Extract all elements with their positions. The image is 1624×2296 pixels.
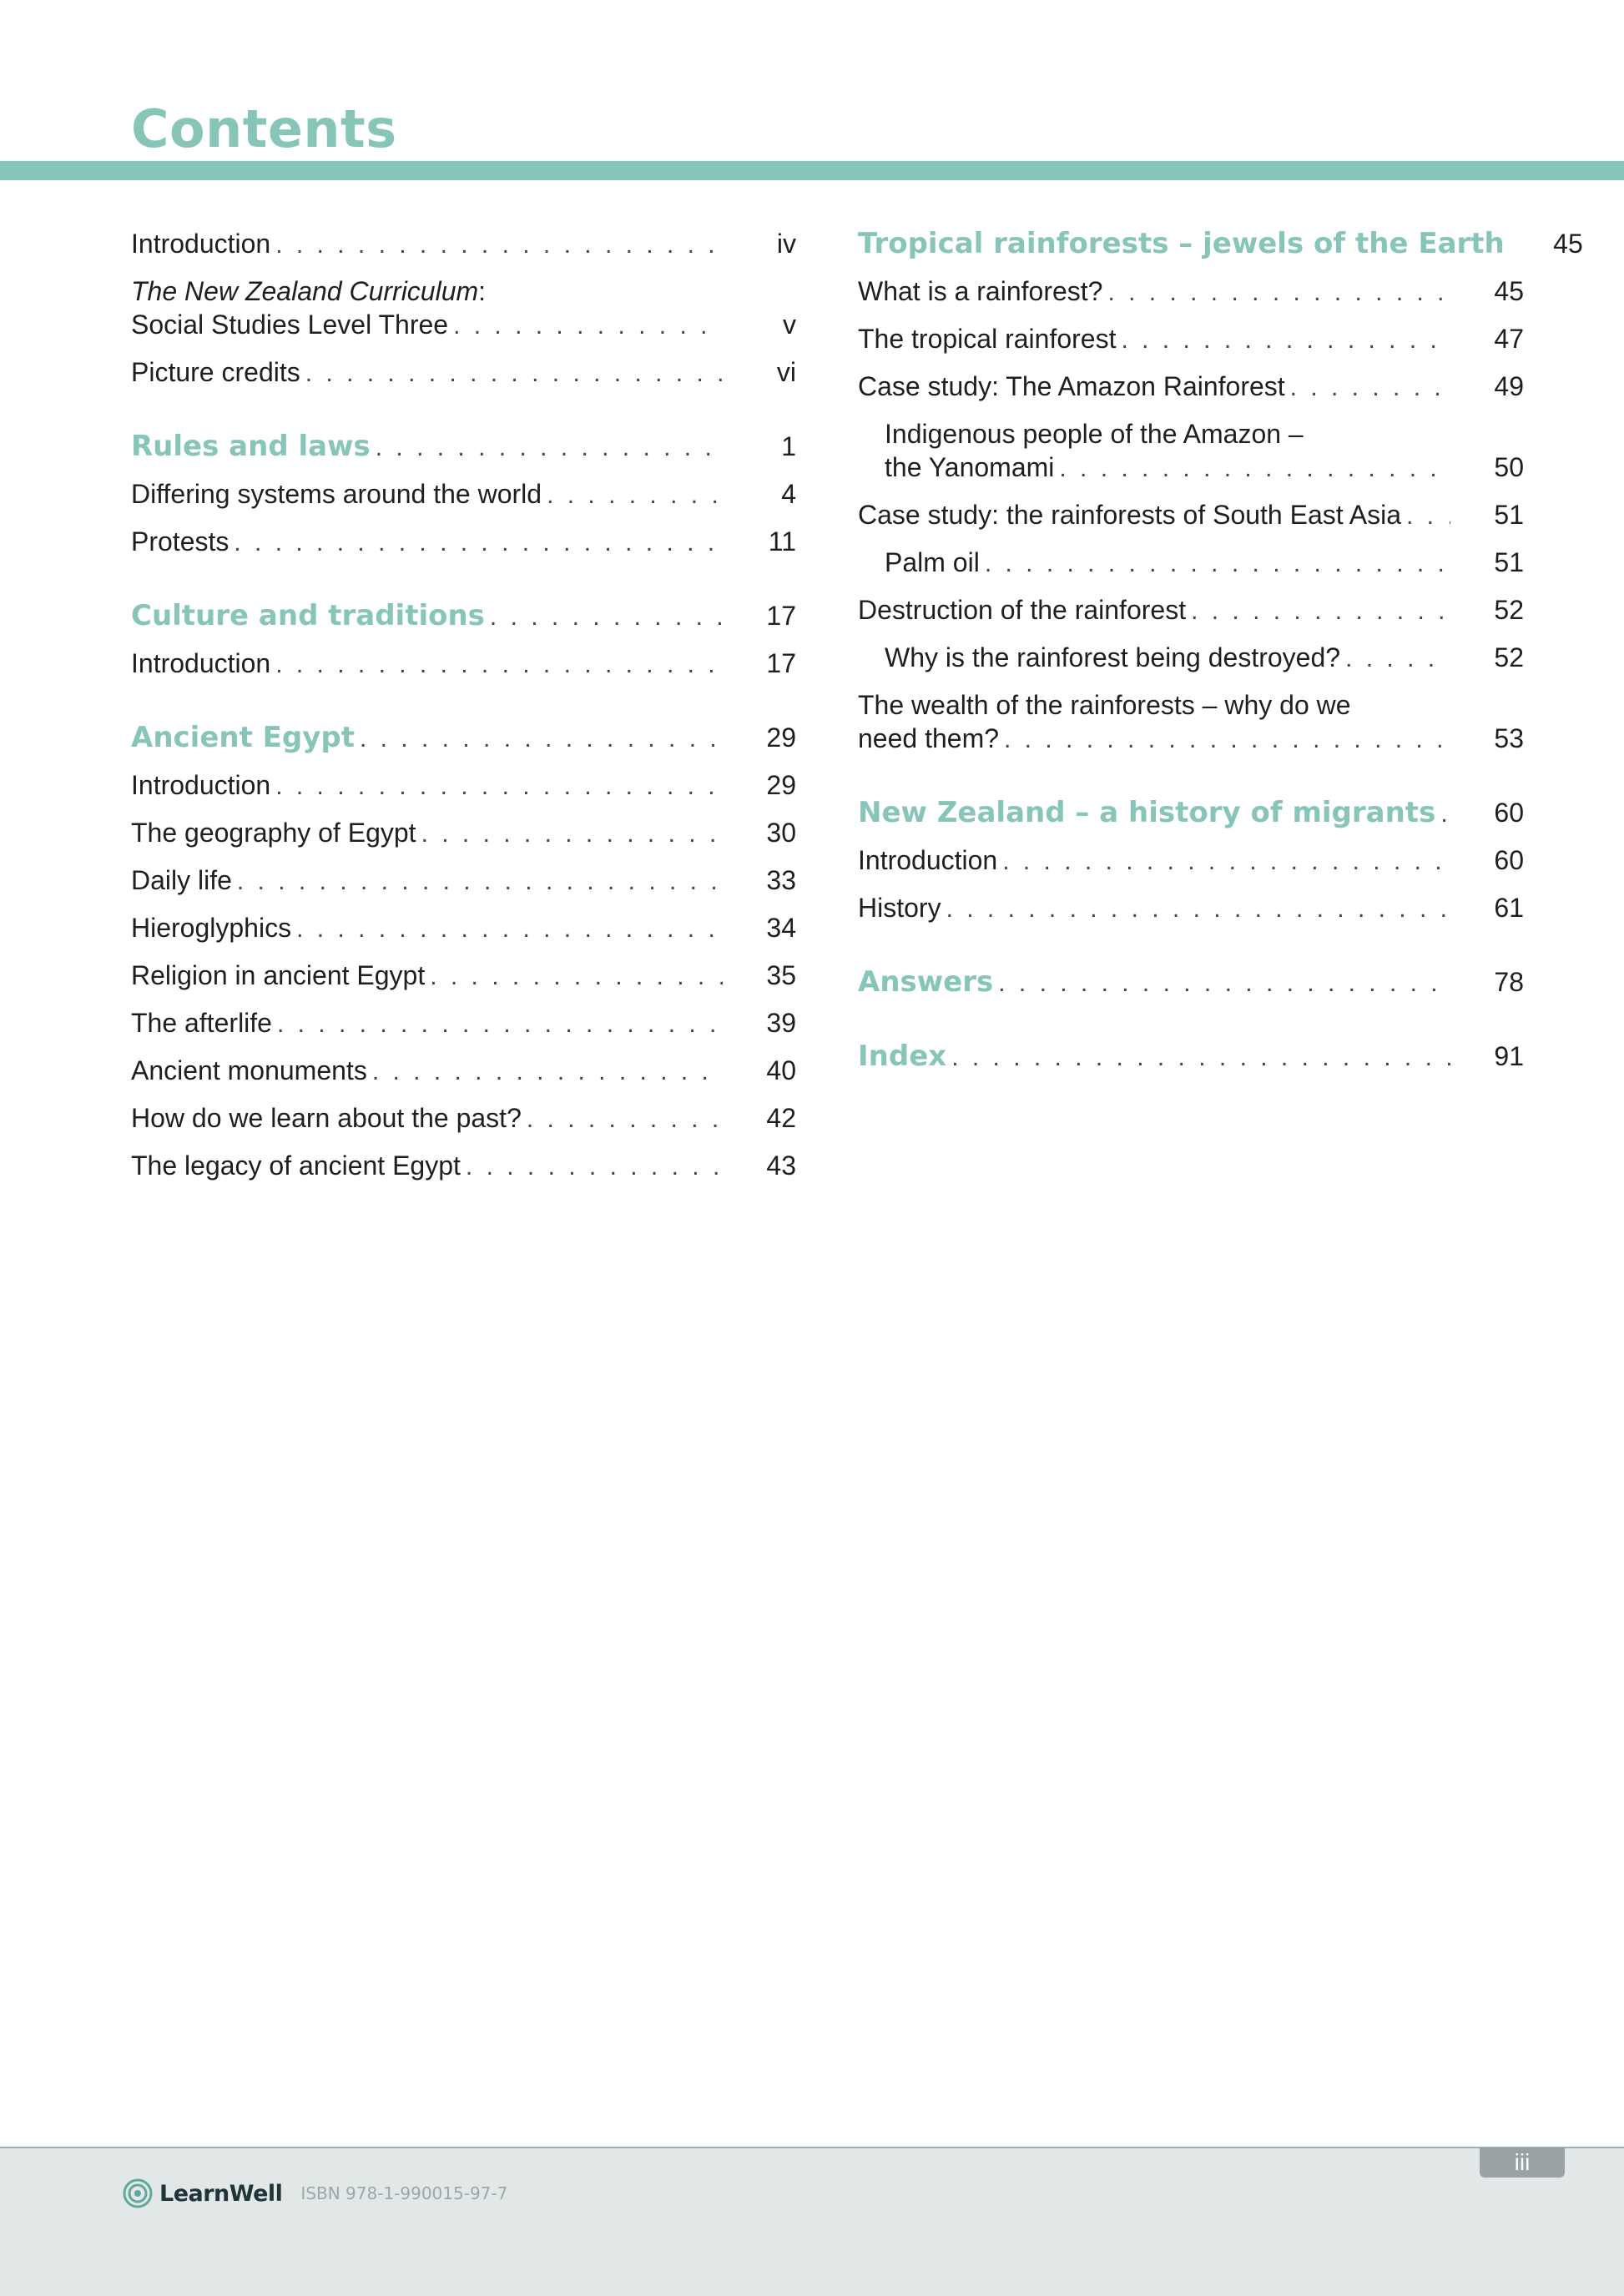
toc-entry-row [858,1040,1524,1073]
toc-entry-row [885,451,1524,484]
toc-page-number: iv [776,229,796,259]
toc-page-number: 45 [1494,276,1524,306]
toc-entry-title: Case study: the rainforests of South East Asia [858,500,1402,530]
dot-leader [275,229,723,262]
publisher-logo [123,2178,507,2208]
toc-entry-row [131,227,796,260]
toc-heading-title: New Zealand – a history of migrants [858,796,1436,829]
dot-leader [453,310,723,343]
dot-leader [1107,276,1450,310]
toc-entry-first-line [858,688,1524,722]
dot-leader [1290,371,1450,405]
dot-leader [490,601,723,634]
toc-section-heading [858,227,1583,260]
toc-entry [858,322,1524,355]
dot-leader [1121,324,1450,357]
toc-entry-row [131,355,796,389]
toc-entry-first-line-text: Indigenous people of the Amazon – [885,419,1304,449]
toc-entry-title: need them? [858,723,1000,753]
toc-entry-title: The legacy of ancient Egypt [131,1151,461,1181]
toc-section-heading [858,965,1524,999]
dot-leader [376,431,723,465]
toc-page-number: 47 [1494,324,1524,354]
toc-entry-row [131,599,796,632]
toc-section-heading [131,721,796,754]
dot-leader [1191,595,1450,628]
toc-entry-title: Ancient monuments [131,1055,367,1085]
title-underline-bar [0,161,1624,180]
toc-entry [131,911,796,944]
toc-entry-row [858,722,1524,755]
toc-entry [858,843,1524,877]
toc-page-number: 51 [1494,500,1524,530]
dot-leader [1004,723,1450,757]
toc-entry-row [131,647,796,680]
toc-page-number: 49 [1494,371,1524,401]
toc-entry [131,274,796,341]
dot-leader [275,770,723,803]
toc-entry-italic-text: The New Zealand Curriculum [131,276,479,306]
toc-entry-title: Case study: The Amazon Rainforest [858,371,1285,401]
toc-entry-title: How do we learn about the past? [131,1103,522,1133]
toc-entry-title: Introduction [131,229,271,259]
toc-page-number: 78 [1494,967,1524,997]
toc-entry-title: the Yanomami [885,452,1055,482]
toc-page-number: 43 [766,1151,796,1181]
toc-heading-title: Rules and laws [131,430,371,463]
toc-page-number: 91 [1494,1041,1524,1071]
toc-entry [858,498,1524,531]
toc-page-number: 34 [766,913,796,943]
dot-leader [1002,845,1450,879]
toc-entry-row [131,1149,796,1182]
toc-entry-row [131,1054,796,1087]
toc-page-number: 50 [1494,452,1524,482]
toc-entry [131,227,796,260]
toc-entry-title: The geography of Egypt [131,818,416,848]
toc-entry-line-suffix: : [478,276,487,306]
toc-entry [858,417,1524,484]
toc-entry-row [131,816,796,849]
toc-page-number: 39 [766,1008,796,1038]
learnwell-logo-icon [123,2178,153,2208]
dot-leader [430,960,723,994]
toc-entry-row [858,322,1524,355]
toc-entry-row [131,864,796,897]
toc-entry-first-line [131,274,796,308]
toc-page-number: 4 [781,479,796,509]
toc-entry-title: Religion in ancient Egypt [131,960,426,990]
contents-left-column [131,227,796,1196]
toc-page-number: 60 [1494,845,1524,875]
toc-heading-title: Tropical rainforests – jewels of the Earth [858,227,1505,260]
toc-entry [131,959,796,992]
page-number-tab: iii [1480,2147,1565,2178]
toc-entry [858,688,1524,755]
toc-page-number: 61 [1494,893,1524,923]
toc-entry-title: What is a rainforest? [858,276,1103,306]
toc-entry-row [131,308,796,341]
toc-page-number: 35 [766,960,796,990]
toc-heading-title: Answers [858,965,994,999]
toc-section-heading [858,1040,1524,1073]
toc-entry-row [131,1006,796,1040]
toc-entry-title: Palm oil [885,547,980,577]
toc-entry [131,1149,796,1182]
toc-entry-title: Picture credits [131,357,300,387]
toc-entry [131,355,796,389]
toc-entry [131,647,796,680]
toc-section-heading [131,599,796,632]
toc-entry-row [858,796,1524,829]
toc-heading-title: Culture and traditions [131,599,485,632]
toc-entry-row [858,593,1524,627]
dot-leader [1406,500,1450,533]
dot-leader [1440,798,1450,831]
toc-page-number: 52 [1494,642,1524,672]
toc-page-number: 29 [766,723,796,753]
toc-page-number: 51 [1494,547,1524,577]
toc-entry-title: Introduction [858,845,998,875]
toc-entry-title: Destruction of the rainforest [858,595,1187,625]
isbn-text: ISBN 978-1-990015-97-7 [300,2183,508,2203]
toc-page-number: 45 [1553,229,1583,259]
toc-page-number: vi [776,357,796,387]
toc-entry-row [858,227,1583,260]
dot-leader [305,357,723,390]
dot-leader [1345,642,1450,676]
toc-page-number: v [783,310,796,340]
toc-entry-row [885,546,1524,579]
toc-entry-row [858,891,1524,924]
toc-entry [858,546,1524,579]
toc-entry [131,477,796,511]
dot-leader [234,526,723,560]
toc-entry-row [858,498,1524,531]
toc-entry-row [131,477,796,511]
toc-entry [858,593,1524,627]
contents-right-column [858,227,1583,1087]
toc-entry-row [131,959,796,992]
dot-leader [421,818,723,851]
toc-page-number: 11 [768,526,796,556]
toc-entry-title: The afterlife [131,1008,272,1038]
dot-leader [998,967,1450,1000]
toc-entry-first-line-text: The wealth of the rainforests – why do we [858,690,1351,720]
toc-heading-title: Ancient Egypt [131,721,355,754]
toc-entry-title: Social Studies Level Three [131,310,449,340]
dot-leader [985,547,1450,581]
dot-leader [946,893,1450,926]
dot-leader [275,648,723,682]
toc-entry-row [131,721,796,754]
toc-entry-title: Differing systems around the world [131,479,542,509]
toc-entry [131,1054,796,1087]
toc-entry-first-line [885,417,1524,451]
toc-entry-title: Why is the rainforest being destroyed? [885,642,1341,672]
toc-heading-title: Index [858,1040,947,1073]
toc-entry [858,370,1524,403]
toc-entry [131,768,796,802]
dot-leader [951,1041,1450,1075]
dot-leader [527,1103,723,1136]
toc-page-number: 60 [1494,798,1524,828]
toc-entry-row [131,525,796,558]
toc-entry [858,891,1524,924]
toc-entry-row [131,430,796,463]
dot-leader [547,479,723,512]
toc-entry-row [131,1101,796,1135]
toc-entry-title: Introduction [131,770,271,800]
toc-page-number: 42 [766,1103,796,1133]
toc-page-number: 52 [1494,595,1524,625]
dot-leader [360,723,723,756]
dot-leader [296,913,723,946]
toc-page-number: 1 [781,431,796,461]
toc-entry-row [131,911,796,944]
toc-entry-row [885,641,1524,674]
dot-leader [466,1151,723,1184]
toc-entry [131,864,796,897]
toc-entry-row [858,274,1524,308]
toc-entry-title: Hieroglyphics [131,913,292,943]
toc-entry-row [858,370,1524,403]
toc-entry [131,816,796,849]
toc-entry-title: The tropical rainforest [858,324,1117,354]
toc-entry [131,525,796,558]
toc-entry [131,1101,796,1135]
toc-entry-title: Protests [131,526,229,556]
page-title: Contents [131,98,397,159]
toc-entry-title: Introduction [131,648,271,678]
toc-page-number: 29 [766,770,796,800]
toc-section-heading [858,796,1524,829]
toc-page-number: 53 [1494,723,1524,753]
dot-leader [277,1008,723,1041]
dot-leader [1059,452,1450,486]
page-footer [0,2147,1624,2296]
toc-entry-title: Daily life [131,865,232,895]
toc-entry [131,1006,796,1040]
toc-page-number: 30 [766,818,796,848]
publisher-name: LearnWell [159,2180,283,2207]
dot-leader [372,1055,723,1089]
toc-page-number: 17 [766,601,796,631]
toc-entry [858,274,1524,308]
dot-leader [237,865,723,899]
toc-entry-title: History [858,893,941,923]
toc-entry-row [858,843,1524,877]
toc-entry-row [858,965,1524,999]
toc-entry [858,641,1524,674]
toc-page-number: 40 [766,1055,796,1085]
toc-page-number: 17 [766,648,796,678]
toc-entry-row [131,768,796,802]
toc-section-heading [131,430,796,463]
toc-page-number: 33 [766,865,796,895]
